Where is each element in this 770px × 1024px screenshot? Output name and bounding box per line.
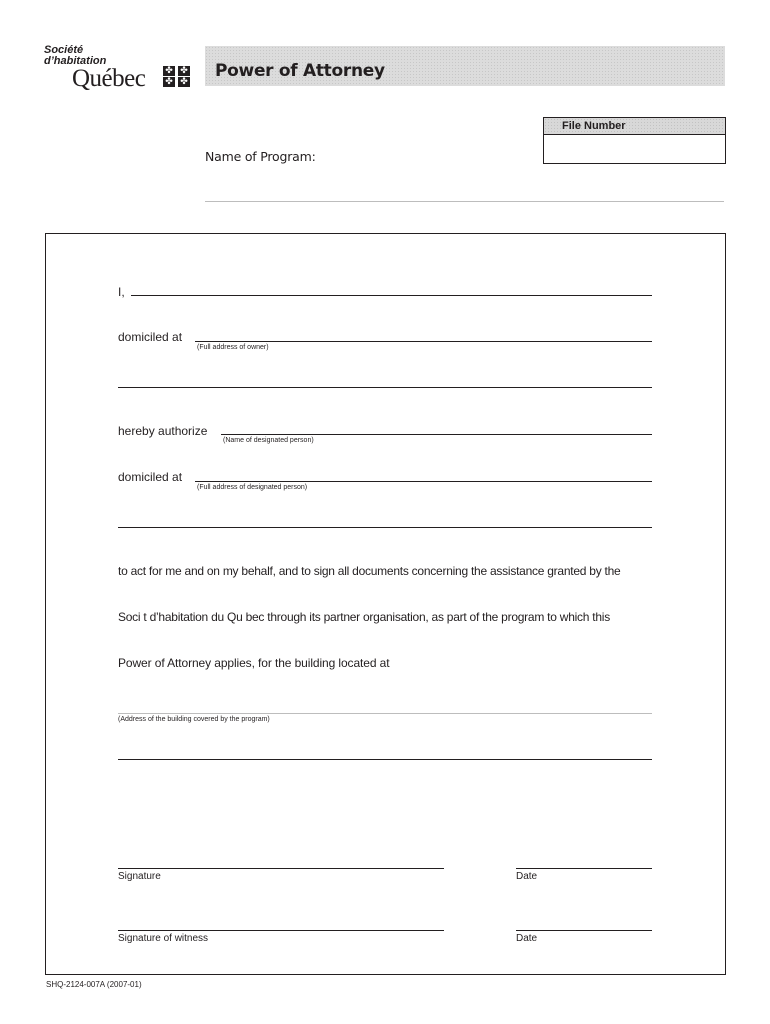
fleur-de-lis-icon: ✤ <box>163 77 175 87</box>
owner-address-caption: (Full address of owner) <box>197 344 269 351</box>
owner-domicile-label: domiciled at <box>118 330 183 344</box>
title-banner <box>205 46 725 86</box>
authorization-text-line-2: Soci t d’habitation du Qu bec through its partner organisation, as part of the program to which this <box>118 610 610 624</box>
signature-input[interactable] <box>118 853 443 867</box>
designated-address-input[interactable] <box>195 466 651 480</box>
program-name-input[interactable] <box>205 184 723 198</box>
logo-quebec-wordmark: Québec <box>72 65 146 92</box>
logo-line-societe: Société <box>44 44 84 56</box>
designated-address-caption: (Full address of designated person) <box>197 484 308 491</box>
page-title: Power of Attorney <box>215 61 385 81</box>
building-address-input[interactable] <box>118 698 651 712</box>
designated-address-line-2 <box>118 527 652 528</box>
signature-date-label: Date <box>516 871 538 882</box>
building-address-input-2[interactable] <box>118 744 651 758</box>
file-number-label: File Number <box>544 118 725 135</box>
designated-name-line <box>221 434 652 435</box>
fleur-de-lis-icon: ✤ <box>178 77 190 87</box>
building-address-caption: (Address of the building covered by the program) <box>118 716 270 723</box>
form-code: SHQ-2124-007A (2007-01) <box>46 980 142 989</box>
signature-date-input[interactable] <box>516 853 651 867</box>
signature-date-line <box>516 868 652 869</box>
quebec-flag-icon <box>163 66 190 87</box>
owner-name-input[interactable] <box>131 280 651 294</box>
witness-signature-input[interactable] <box>118 915 443 929</box>
owner-address-input[interactable] <box>195 326 651 340</box>
owner-address-line <box>195 341 652 342</box>
owner-name-line <box>131 295 652 296</box>
file-number-input[interactable] <box>552 141 712 155</box>
witness-date-label: Date <box>516 933 538 944</box>
shq-logo <box>44 44 194 92</box>
file-number-box <box>543 117 726 164</box>
fleur-de-lis-icon: ✤ <box>178 66 190 76</box>
fleur-de-lis-icon: ✤ <box>163 66 175 76</box>
witness-signature-line <box>118 930 444 931</box>
designated-domicile-label: domiciled at <box>118 470 183 484</box>
designated-name-input[interactable] <box>221 419 651 433</box>
designated-address-line <box>195 481 652 482</box>
signature-line <box>118 868 444 869</box>
witness-date-line <box>516 930 652 931</box>
program-name-line <box>205 201 724 202</box>
owner-address-input-2[interactable] <box>118 372 651 386</box>
authorize-label: hereby authorize <box>118 424 208 438</box>
building-address-line <box>118 713 652 714</box>
building-address-line-2 <box>118 759 652 760</box>
designated-name-caption: (Name of designated person) <box>223 437 314 444</box>
owner-name-label: I, <box>118 285 125 299</box>
witness-signature-label: Signature of witness <box>118 933 209 944</box>
authorization-text-line-1: to act for me and on my behalf, and to sign all documents concerning the assistance granted by the <box>118 564 621 578</box>
authorization-text-line-3: Power of Attorney applies, for the building located at <box>118 656 390 670</box>
program-name-label: Name of Program: <box>205 149 316 164</box>
logo-line-habitation: d’habitation <box>44 55 107 67</box>
signature-label: Signature <box>118 871 161 882</box>
owner-address-line-2 <box>118 387 652 388</box>
witness-date-input[interactable] <box>516 915 651 929</box>
designated-address-input-2[interactable] <box>118 512 651 526</box>
